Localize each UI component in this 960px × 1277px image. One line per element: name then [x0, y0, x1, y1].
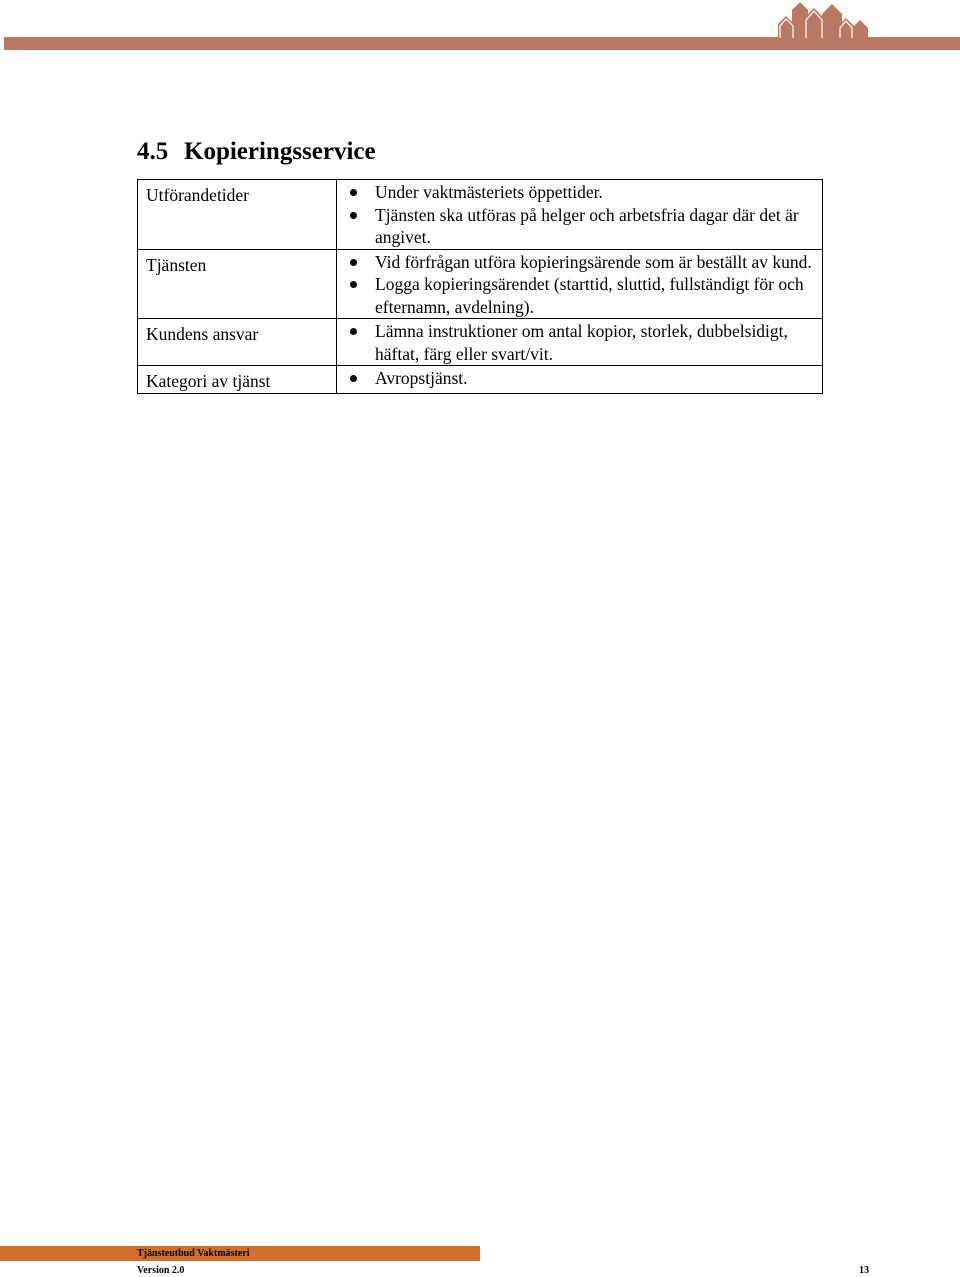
footer-title: Tjänsteutbud Vaktmästeri	[137, 1248, 250, 1259]
houses-logo-icon	[776, 2, 872, 38]
bullet-list	[337, 181, 812, 249]
bullet-list	[337, 367, 812, 390]
row-label: Kategori av tjänst	[138, 366, 337, 394]
row-items	[337, 319, 823, 366]
list-item	[337, 273, 812, 318]
table-row	[138, 319, 823, 366]
footer-version: Version 2.0	[137, 1265, 185, 1276]
list-item-text: Avropstjänst.	[375, 368, 468, 388]
bullet-list	[337, 251, 812, 319]
list-item-text: Lämna instruktioner om antal kopior, storlek, dubbelsidigt, häftat, färg eller svart/vit.	[375, 321, 788, 364]
row-items	[337, 180, 823, 250]
bullet-icon	[350, 281, 357, 288]
table-row	[138, 366, 823, 394]
row-label: Kundens ansvar	[138, 319, 337, 366]
list-item-text: Under vaktmästeriets öppettider.	[375, 182, 603, 202]
list-item-text: Vid förfrågan utföra kopieringsärende som är beställt av kund.	[375, 251, 812, 272]
service-table	[137, 179, 823, 394]
bullet-icon	[350, 375, 357, 382]
table-row	[138, 180, 823, 250]
list-item	[337, 251, 812, 274]
bullet-icon	[350, 189, 357, 196]
list-item-text: Logga kopieringsärendet (starttid, sluttid, fullständigt för och efternamn, avdelning).	[375, 274, 804, 317]
bullet-icon	[350, 259, 357, 266]
bullet-list	[337, 320, 812, 365]
row-items	[337, 366, 823, 394]
bullet-icon	[350, 212, 357, 219]
section-number: 4.5	[137, 138, 169, 165]
row-label: Tjänsten	[138, 249, 337, 319]
list-item	[337, 320, 812, 365]
section-heading	[137, 136, 376, 168]
section-title: Kopieringsservice	[184, 138, 376, 165]
bullet-icon	[350, 328, 357, 335]
list-item	[337, 204, 812, 249]
list-item	[337, 367, 812, 390]
list-item	[337, 181, 812, 204]
table-row	[138, 249, 823, 319]
list-item-text: Tjänsten ska utföras på helger och arbetsfria dagar där det är angivet.	[375, 204, 799, 247]
row-items	[337, 249, 823, 319]
header-bar	[4, 37, 960, 50]
page-number: 13	[859, 1265, 869, 1276]
row-label: Utförandetider	[138, 180, 337, 250]
